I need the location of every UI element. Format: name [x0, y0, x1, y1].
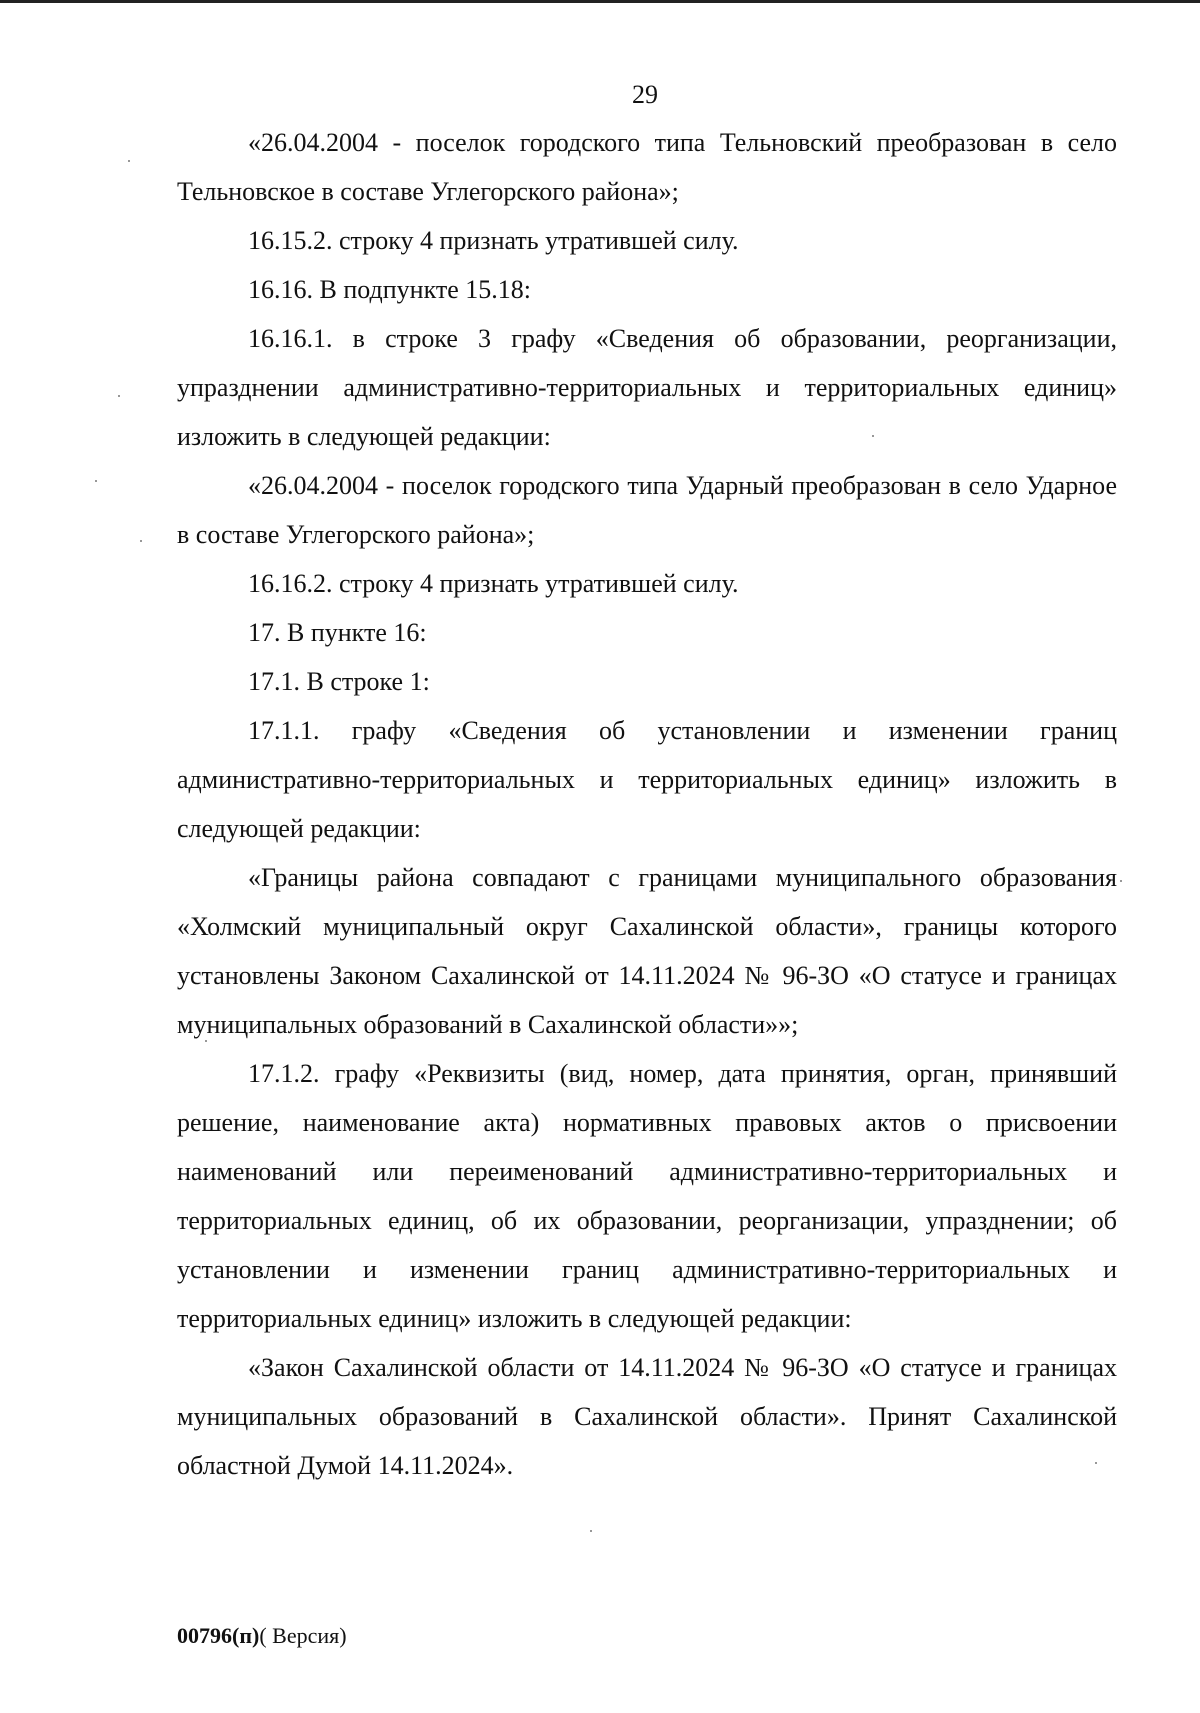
- paragraph: 16.16.1. в строке 3 графу «Сведения об образовании, реорганизации, упразднении административно-территориальных и территориальных единиц» изложить в следующей редакции:: [177, 324, 1117, 451]
- paragraph: 17. В пункте 16:: [248, 618, 427, 647]
- paragraph: «26.04.2004 - поселок городского типа Тельновский преобразован в село Тельновское в составе Углегорского района»;: [177, 128, 1117, 206]
- scan-speck: [140, 540, 142, 542]
- paragraph: «Закон Сахалинской области от 14.11.2024 № 96-ЗО «О статусе и границах муниципальных образований в Сахалинской области». Принят Сахалинской областной Думой 14.11.2024».: [177, 1353, 1117, 1480]
- paragraph: 17.1.2. графу «Реквизиты (вид, номер, дата принятия, орган, принявший решение, наименование акта) нормативных правовых актов о присвоении наименований или переименований административно-территориальных и территориальных единиц, об их образовании, реорганизации, упразднении; об установлении и изменении границ административно-территориальных и территориальных единиц» изложить в следующей редакции:: [177, 1059, 1117, 1333]
- scan-speck: [95, 480, 97, 482]
- paragraph: 17.1. В строке 1:: [248, 667, 430, 696]
- document-body: [177, 118, 1117, 1490]
- paragraph: 16.16. В подпункте 15.18:: [248, 275, 531, 304]
- scan-speck: [590, 1530, 592, 1532]
- document-code: 00796(п): [177, 1623, 260, 1648]
- scan-speck: [1120, 880, 1122, 882]
- document-version: ( Версия): [259, 1623, 347, 1648]
- scan-speck: [118, 395, 120, 397]
- paragraph: 16.16.2. строку 4 признать утратившей силу.: [248, 569, 739, 598]
- scan-speck: [872, 435, 874, 437]
- document-footer: [177, 1622, 347, 1650]
- scan-speck: [1095, 1462, 1097, 1464]
- page-top-border: [0, 0, 1200, 3]
- paragraph: 17.1.1. графу «Сведения об установлении и изменении границ административно-территориальных и территориальных единиц» изложить в следующей редакции:: [177, 716, 1117, 843]
- paragraph: «Границы района совпадают с границами муниципального образования «Холмский муниципальный округ Сахалинской области», границы которого установлены Законом Сахалинской от 14.11.2024 № 96-ЗО «О статусе и границах муниципальных образований в Сахалинской области»»;: [177, 863, 1117, 1039]
- paragraph: 16.15.2. строку 4 признать утратившей силу.: [248, 226, 739, 255]
- scan-speck: [205, 1040, 207, 1042]
- scan-speck: [128, 160, 130, 162]
- paragraph: «26.04.2004 - поселок городского типа Ударный преобразован в село Ударное в составе Углегорского района»;: [177, 471, 1117, 549]
- page-number: 29: [632, 80, 658, 109]
